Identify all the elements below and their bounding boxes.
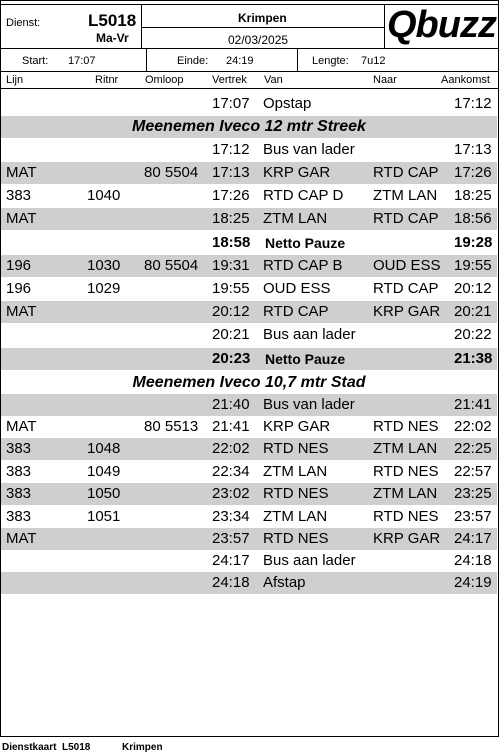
- col-head-lijn: Lijn: [6, 74, 24, 86]
- row-van: Bus van lader: [263, 396, 355, 413]
- row-naar: KRP GAR: [373, 530, 441, 547]
- einde-time: 24:19: [226, 55, 254, 67]
- table-row: [1, 255, 497, 277]
- row-aankomst: 24:17: [454, 530, 492, 547]
- row-lijn: 383: [6, 187, 32, 204]
- row-vertrek: 17:26: [212, 187, 250, 204]
- col-head-naar: Naar: [373, 74, 397, 86]
- row-vertrek: 17:12: [212, 141, 250, 158]
- row-lijn: 383: [6, 508, 32, 525]
- row-vertrek: 19:31: [212, 257, 250, 274]
- row-naar: RTD NES: [373, 508, 439, 525]
- row-lijn: MAT: [6, 530, 37, 547]
- row-naar: ZTM LAN: [373, 485, 438, 502]
- row-aankomst: 24:19: [454, 574, 492, 591]
- table-row: [1, 301, 497, 323]
- row-lijn: 196: [6, 280, 32, 297]
- colhead-underline: [0, 88, 499, 89]
- row-naar: RTD CAP: [373, 164, 439, 181]
- row-naar: OUD ESS: [373, 257, 441, 274]
- table-row: [1, 162, 497, 184]
- row-vertrek: 21:41: [212, 418, 250, 435]
- row-naar: ZTM LAN: [373, 440, 438, 457]
- row-aankomst: 17:12: [454, 95, 492, 112]
- info-sep-2: [297, 49, 298, 71]
- row-van: RTD NES: [263, 485, 329, 502]
- row-aankomst: 19:55: [454, 257, 492, 274]
- row-lijn: MAT: [6, 418, 37, 435]
- row-vertrek: 24:18: [212, 574, 250, 591]
- row-vertrek: 17:07: [212, 95, 250, 112]
- row-aankomst: 20:21: [454, 303, 492, 320]
- row-vertrek: 23:57: [212, 530, 250, 547]
- row-lijn: MAT: [6, 164, 37, 181]
- table-row: [1, 278, 497, 300]
- row-aankomst: 17:26: [454, 164, 492, 181]
- pause-end: 19:28: [454, 234, 493, 251]
- table-row: [1, 139, 497, 161]
- row-omloop: 80 5504: [144, 257, 199, 274]
- pause-row: [1, 232, 497, 254]
- pause-label: Netto Pauze: [265, 235, 346, 251]
- header-mid-line: [141, 27, 384, 28]
- footer-label: Dienstkaart: [2, 742, 57, 753]
- location-name: Krimpen: [238, 11, 287, 25]
- row-aankomst: 22:02: [454, 418, 492, 435]
- table-row: [1, 483, 497, 505]
- row-vertrek: 21:40: [212, 396, 250, 413]
- day-type: Ma-Vr: [96, 31, 129, 45]
- row-vertrek: 20:21: [212, 326, 250, 343]
- footer-location: Krimpen: [122, 742, 163, 753]
- table-row: [1, 394, 497, 416]
- lengte-label: Lengte:: [312, 55, 349, 67]
- row-omloop: 80 5504: [144, 164, 199, 181]
- row-aankomst: 20:22: [454, 326, 492, 343]
- row-ritnr: 1050: [87, 485, 121, 502]
- row-van: KRP GAR: [263, 418, 331, 435]
- row-van: Afstap: [263, 574, 306, 591]
- row-van: Bus van lader: [263, 141, 355, 158]
- header-sep-1: [141, 4, 142, 48]
- col-head-ritnr: Ritnr: [95, 74, 119, 86]
- table-row: [1, 550, 497, 572]
- table-row: [1, 416, 497, 438]
- row-ritnr: 1040: [87, 187, 121, 204]
- col-head-vertrek: Vertrek: [212, 74, 247, 86]
- row-van: Opstap: [263, 95, 312, 112]
- row-naar: ZTM LAN: [373, 187, 438, 204]
- row-van: ZTM LAN: [263, 508, 328, 525]
- col-head-van: Van: [264, 74, 283, 86]
- row-aankomst: 22:25: [454, 440, 492, 457]
- row-lijn: MAT: [6, 210, 37, 227]
- row-van: RTD CAP: [263, 303, 329, 320]
- row-vertrek: 18:25: [212, 210, 250, 227]
- row-lijn: 383: [6, 440, 32, 457]
- row-vertrek: 23:34: [212, 508, 250, 525]
- header-sep-2: [384, 4, 385, 48]
- footer-code: L5018: [62, 742, 91, 753]
- start-time: 17:07: [68, 55, 96, 67]
- row-vertrek: 22:34: [212, 463, 250, 480]
- row-aankomst: 21:41: [454, 396, 492, 413]
- table-row: [1, 461, 497, 483]
- row-ritnr: 1051: [87, 508, 121, 525]
- dienst-label: Dienst:: [6, 17, 41, 29]
- table-row: [1, 208, 497, 230]
- duty-date: 02/03/2025: [228, 33, 289, 47]
- row-aankomst: 17:13: [454, 141, 492, 158]
- row-omloop: 80 5513: [144, 418, 199, 435]
- section-heading: Meenemen Iveco 12 mtr Streek: [1, 116, 497, 138]
- pause-start: 20:23: [212, 350, 251, 367]
- row-naar: RTD NES: [373, 418, 439, 435]
- row-vertrek: 22:02: [212, 440, 250, 457]
- table-row: [1, 324, 497, 346]
- row-naar: RTD CAP: [373, 280, 439, 297]
- info-divider: [0, 71, 499, 72]
- table-row: [1, 93, 497, 115]
- row-van: Bus aan lader: [263, 552, 356, 569]
- table-row: [1, 506, 497, 528]
- row-vertrek: 24:17: [212, 552, 250, 569]
- row-aankomst: 23:25: [454, 485, 492, 502]
- table-row: [1, 528, 497, 550]
- row-van: ZTM LAN: [263, 463, 328, 480]
- row-vertrek: 20:12: [212, 303, 250, 320]
- row-naar: RTD NES: [373, 463, 439, 480]
- table-row: [1, 438, 497, 460]
- row-van: RTD NES: [263, 440, 329, 457]
- pause-start: 18:58: [212, 234, 251, 251]
- row-vertrek: 23:02: [212, 485, 250, 502]
- pause-row: [1, 348, 497, 370]
- row-aankomst: 24:18: [454, 552, 492, 569]
- table-row: [1, 185, 497, 207]
- row-lijn: MAT: [6, 303, 37, 320]
- info-sep-1: [146, 49, 147, 71]
- row-ritnr: 1049: [87, 463, 121, 480]
- pause-label: Netto Pauze: [265, 351, 346, 367]
- row-van: OUD ESS: [263, 280, 331, 297]
- row-aankomst: 20:12: [454, 280, 492, 297]
- row-aankomst: 18:56: [454, 210, 492, 227]
- row-van: KRP GAR: [263, 164, 331, 181]
- row-lijn: 383: [6, 463, 32, 480]
- row-lijn: 383: [6, 485, 32, 502]
- row-van: ZTM LAN: [263, 210, 328, 227]
- col-head-omloop: Omloop: [145, 74, 184, 86]
- row-aankomst: 22:57: [454, 463, 492, 480]
- row-van: RTD CAP D: [263, 187, 344, 204]
- row-naar: RTD CAP: [373, 210, 439, 227]
- start-label: Start:: [22, 55, 49, 67]
- row-aankomst: 18:25: [454, 187, 492, 204]
- table-row: [1, 572, 497, 594]
- row-ritnr: 1030: [87, 257, 121, 274]
- row-lijn: 196: [6, 257, 32, 274]
- row-naar: KRP GAR: [373, 303, 441, 320]
- pause-end: 21:38: [454, 350, 493, 367]
- col-head-aankomst: Aankomst: [441, 74, 490, 86]
- row-ritnr: 1048: [87, 440, 121, 457]
- section-heading: Meenemen Iveco 10,7 mtr Stad: [132, 374, 366, 391]
- row-ritnr: 1029: [87, 280, 121, 297]
- row-van: RTD CAP B: [263, 257, 343, 274]
- header-divider: [0, 48, 499, 49]
- lengte-value: 7u12: [361, 55, 386, 67]
- row-aankomst: 23:57: [454, 508, 492, 525]
- row-vertrek: 17:13: [212, 164, 250, 181]
- einde-label: Einde:: [177, 55, 209, 67]
- qbuzz-logo: Qbuzz: [387, 4, 496, 46]
- row-van: Bus aan lader: [263, 326, 356, 343]
- dienst-code: L5018: [88, 11, 137, 30]
- row-vertrek: 19:55: [212, 280, 250, 297]
- row-van: RTD NES: [263, 530, 329, 547]
